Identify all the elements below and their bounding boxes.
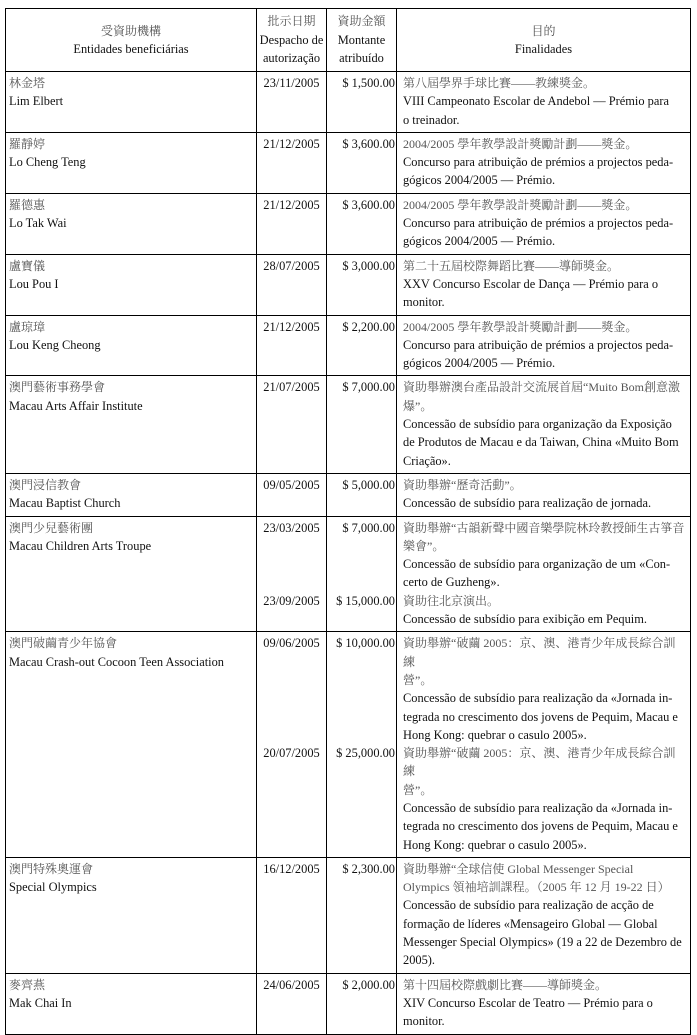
entity-name-pt: Lou Keng Cheong [9, 337, 101, 352]
purpose-cell [397, 474, 691, 516]
entity-name-pt: Macau Children Arts Troupe [9, 538, 152, 553]
table-row [6, 517, 691, 633]
entity-name-pt: Macau Arts Affair Institute [9, 398, 143, 413]
header-date [257, 9, 327, 71]
table-row [6, 974, 691, 1035]
table-row [6, 858, 691, 974]
purpose-cell [397, 72, 691, 132]
date-cell: 20/07/2005 [257, 744, 327, 857]
purpose-cell [397, 255, 691, 315]
date-cell: 23/03/2005 [257, 517, 327, 592]
purpose-pt: Concessão de subsídio para realização da «Jornada in- tegrada no crescimento dos jovens de Pequim, Macau e Hong Kong: quebrar o casulo 2005». [403, 800, 678, 852]
purpose-pt: Concessão de subsídio para exibição em Pequim. [403, 612, 647, 627]
table-row [6, 316, 691, 377]
header-amount [327, 9, 397, 71]
entity-cell [6, 255, 257, 315]
purpose-pt: Concessão de subsídio para organização da Exposição de Produtos de Macau e da Taiwan, China «Muito Bom Criação». [403, 417, 679, 468]
purpose-pt: XIV Concurso Escolar de Teatro — Prémio para o monitor. [403, 995, 653, 1029]
header-entity-zh: 受資助機構 [100, 23, 161, 38]
purpose-cell [397, 744, 691, 857]
date-cell: 21/07/2005 [257, 376, 327, 472]
table-body [6, 72, 691, 1035]
entity-cell [6, 474, 257, 516]
date-cell: 21/12/2005 [257, 316, 327, 376]
entity-cell [6, 632, 257, 857]
entity-cell [6, 376, 257, 472]
amount-cell: $ 2,300.00 [327, 858, 397, 973]
purpose-cell [397, 133, 691, 193]
purpose-zh: 第十四屆校際戲劇比賽——導師獎金。 [403, 977, 608, 992]
entity-cell [6, 72, 257, 132]
amount-cell: $ 2,000.00 [327, 974, 397, 1034]
amount-cell: $ 3,000.00 [327, 255, 397, 315]
purpose-zh: 2004/2005 學年教學設計獎勵計劃——獎金。 [403, 136, 638, 151]
amount-cell: $ 10,000.00 [327, 632, 397, 744]
entity-name-zh: 羅靜婷 [9, 136, 46, 151]
entity-name-pt: Mak Chai In [9, 995, 72, 1010]
entity-name-zh: 澳門藝術事務學會 [9, 380, 106, 395]
purpose-zh: 資助往北京演出。 [403, 593, 500, 608]
purpose-pt: Concurso para atribuição de prémios a projectos peda- gógicos 2004/2005 — Prémio. [403, 155, 674, 188]
entity-name-zh: 盧琼璋 [9, 319, 46, 334]
table-row [6, 194, 691, 255]
entity-cell [6, 316, 257, 376]
purpose-cell [397, 592, 691, 632]
purpose-zh: 資助舉辦“古韻新聲中國音樂學院林玲教授師生古箏音 樂會”。 [403, 520, 685, 553]
date-cell: 09/05/2005 [257, 474, 327, 516]
entity-name-zh: 澳門破繭青少年協會 [9, 636, 118, 651]
entity-name-pt: Lo Tak Wai [9, 216, 67, 231]
table-row [6, 255, 691, 316]
entity-name-pt: Lo Cheng Teng [9, 155, 86, 170]
header-date-pt: Despacho de autorização [259, 32, 324, 66]
header-entity-pt: Entidades beneficiárias [73, 42, 189, 56]
date-cell: 23/09/2005 [257, 592, 327, 632]
purpose-pt: Concessão de subsídio para organização de um «Con- certo de Guzheng». [403, 557, 671, 590]
entity-name-pt: Lim Elbert [9, 94, 64, 109]
purpose-zh: 2004/2005 學年教學設計獎勵計劃——獎金。 [403, 319, 638, 334]
purpose-pt: Concessão de subsídio para realização de jornada. [403, 496, 652, 511]
purpose-cell [397, 376, 691, 472]
purpose-zh: 資助舉辦“破繭 2005：京、澳、港青少年成長綜合訓練 營”。 [403, 746, 676, 797]
entity-name-pt: Macau Baptist Church [9, 496, 121, 511]
amount-cell: $ 7,000.00 [327, 376, 397, 472]
entity-name-pt: Macau Crash-out Cocoon Teen Association [9, 654, 225, 669]
amount-cell: $ 1,500.00 [327, 72, 397, 132]
purpose-cell [397, 517, 691, 592]
table-row [6, 632, 691, 858]
entity-cell [6, 517, 257, 632]
purpose-pt: VIII Campeonato Escolar de Andebol — Prémio para o treinador. [403, 94, 669, 127]
purpose-cell [397, 194, 691, 254]
amount-cell: $ 5,000.00 [327, 474, 397, 516]
entity-name-zh: 澳門浸信教會 [9, 477, 82, 492]
table-header [6, 9, 691, 72]
date-cell: 09/06/2005 [257, 632, 327, 744]
amount-cell: $ 15,000.00 [327, 592, 397, 632]
table-row [6, 376, 691, 473]
purpose-zh: 第八屆學界手球比賽——教練獎金。 [403, 76, 596, 90]
entity-cell [6, 858, 257, 973]
amount-cell: $ 7,000.00 [327, 517, 397, 592]
header-purpose-zh: 目的 [531, 23, 556, 38]
table-row [6, 72, 691, 133]
entity-cell [6, 194, 257, 254]
date-cell: 21/12/2005 [257, 194, 327, 254]
entity-cell [6, 133, 257, 193]
date-cell: 24/06/2005 [257, 974, 327, 1034]
purpose-cell [397, 974, 691, 1034]
entity-name-zh: 羅德惠 [9, 197, 46, 212]
header-entity [6, 9, 257, 71]
table-row [6, 474, 691, 517]
date-cell: 23/11/2005 [257, 72, 327, 132]
header-date-zh: 批示日期 [267, 14, 316, 29]
header-purpose-pt: Finalidades [514, 42, 573, 56]
header-amount-pt: Montante atribuído [337, 32, 386, 66]
purpose-zh: 2004/2005 學年教學設計獎勵計劃——獎金。 [403, 197, 638, 212]
purpose-pt: Concessão de subsídio para realização de acção de formação de líderes «Mensageiro Global — Global Messenger Special Olympics» (19 a 22 de Dezembro de 2005). [403, 898, 682, 968]
purpose-zh: 資助舉辦澳台產品設計交流展首屆“Muito Bom創意激 爆”。 [403, 380, 681, 413]
purpose-pt: XXV Concurso Escolar de Dança — Prémio para o monitor. [403, 276, 659, 310]
purpose-zh: 資助舉辦“全球信使 Global Messenger Special Olympics 領袖培訓課程。（2005 年 12 月 19-22 日） [403, 861, 670, 895]
entity-cell [6, 974, 257, 1034]
amount-cell: $ 3,600.00 [327, 133, 397, 193]
entity-name-zh: 麥齊燕 [9, 977, 46, 992]
date-cell: 21/12/2005 [257, 133, 327, 193]
purpose-cell [397, 632, 691, 744]
header-amount-zh: 資助金額 [337, 14, 386, 29]
amount-cell: $ 2,200.00 [327, 316, 397, 376]
amount-cell: $ 25,000.00 [327, 744, 397, 857]
entity-name-pt: Special Olympics [9, 880, 97, 895]
purpose-cell [397, 316, 691, 376]
purpose-pt: Concessão de subsídio para realização da «Jornada in- tegrada no crescimento dos jovens de Pequim, Macau e Hong Kong: quebrar o casulo 2005». [403, 691, 678, 742]
amount-cell: $ 3,600.00 [327, 194, 397, 254]
entity-name-zh: 盧寶儀 [9, 258, 46, 273]
entity-name-zh: 澳門特殊奧運會 [9, 861, 94, 876]
table-row [6, 133, 691, 194]
purpose-pt: Concurso para atribuição de prémios a projectos peda- gógicos 2004/2005 — Prémio. [403, 337, 674, 371]
purpose-zh: 資助舉辦“破繭 2005：京、澳、港青少年成長綜合訓練 營”。 [403, 636, 676, 687]
date-cell: 28/07/2005 [257, 255, 327, 315]
entity-name-pt: Lou Pou I [9, 276, 59, 291]
purpose-zh: 資助舉辦“歷奇活動”。 [403, 477, 522, 492]
entity-name-zh: 林金塔 [9, 76, 46, 90]
entity-name-zh: 澳門少兒藝術團 [9, 520, 94, 535]
date-cell: 16/12/2005 [257, 858, 327, 973]
purpose-zh: 第二十五屆校際舞蹈比賽——導師獎金。 [403, 258, 620, 273]
purpose-pt: Concurso para atribuição de prémios a projectos peda- gógicos 2004/2005 — Prémio. [403, 216, 674, 249]
header-purpose [397, 9, 691, 71]
subsidy-table [5, 8, 691, 1035]
purpose-cell [397, 858, 691, 973]
